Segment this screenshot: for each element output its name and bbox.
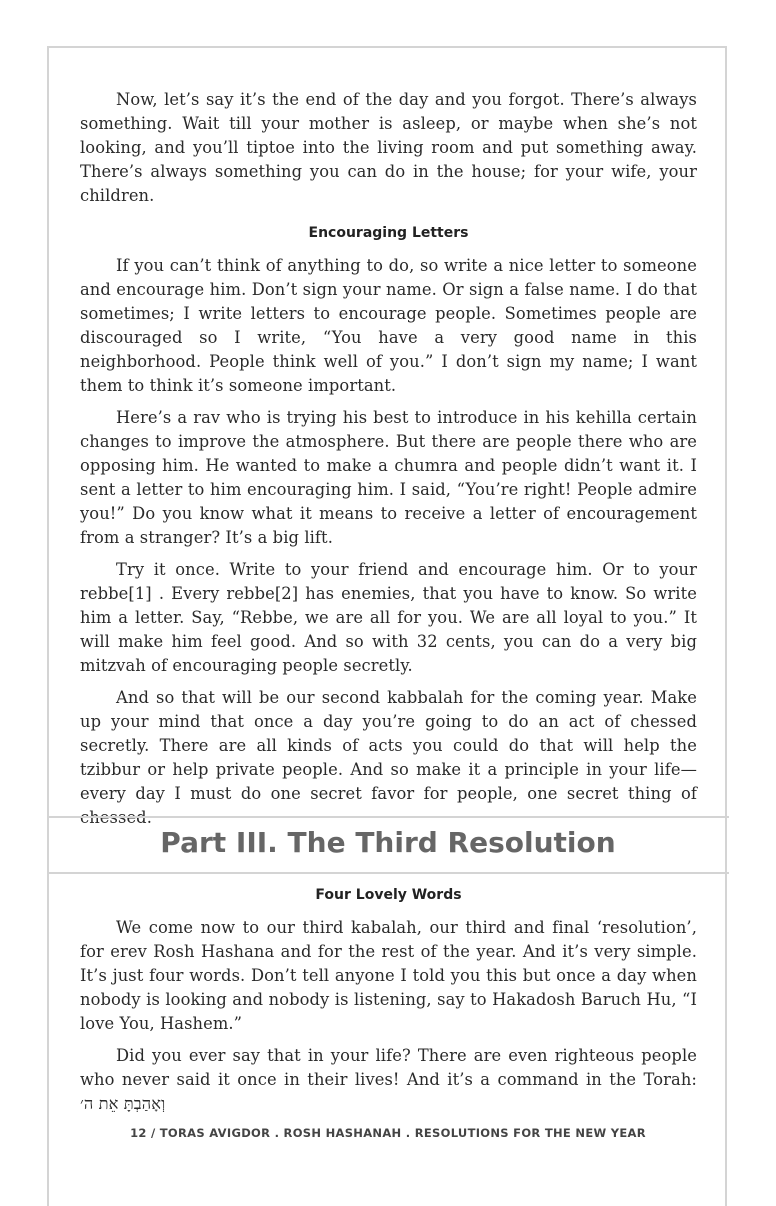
paragraph: Here’s a rav who is trying his best to introduce in his kehilla certain changes to improve the atmosphere. But there are people there who are opposing him. He wanted to make a chumra and people didn’t want it. I sent a letter to him encouraging him. I said, “You’re right! People admire you!” Do you know what it means to receive a letter of encouragement from a stranger? It’s a big lift.: [80, 408, 697, 547]
section-heading: Four Lovely Words: [315, 887, 462, 903]
paragraph-text: Did you ever say that in your life? There are even righteous people who never said it once in their lives! And it’s a command in the Torah:: [80, 1046, 697, 1089]
section-heading: Encouraging Letters: [308, 225, 469, 241]
paragraph: [80, 1044, 697, 1116]
paragraph: Now, let’s say it’s the end of the day and you forgot. There’s always something. Wait till your mother is asleep, or maybe when she’s not looking, and you’ll tiptoe into the living room and put something away. There’s always something you can do in the house; for your wife, your children.: [80, 90, 697, 205]
hebrew-quote: וְאָהַבְתָּ אֵת ה׳: [80, 1094, 166, 1113]
section-top: [80, 88, 697, 838]
paragraph: Try it once. Write to your friend and encourage him. Or to your rebbe[1] . Every rebbe[2] has enemies, that you have to know. So write him a letter. Say, “Rebbe, we are all for you. We are all loyal to you.” It will make him feel good. And so with 32 cents, you can do a very big mitzvah of encouraging people secretly.: [80, 560, 697, 675]
page-footer: 12 / TORAS AVIGDOR . ROSH HASHANAH . RESOLUTIONS FOR THE NEW YEAR: [130, 1126, 646, 1140]
section-bottom: [80, 884, 697, 1124]
paragraph: And so that will be our second kabbalah for the coming year. Make up your mind that once a day you’re going to do an act of chessed secretly. There are all kinds of acts you could do that will help the tzibbur or help private people. And so make it a principle in your life—every day I must do one secret favor for people, one secret thing of: [80, 688, 697, 803]
paragraph: We come now to our third kabalah, our third and final ‘resolution’, for erev Rosh Hashana and for the rest of the year. And it’s very simple. It’s just four words. Don’t tell anyone I told you this but once a day when nobody is looking and nobody is listening, say to Hakadosh Baruch Hu, “I love You, Hashem.”: [80, 918, 697, 1033]
part-title: Part III. The Third Resolution: [160, 826, 616, 859]
divider: [47, 872, 729, 874]
paragraph: If you can’t think of anything to do, so write a nice letter to someone and encourage him. Don’t sign your name. Or sign a false name. I do that sometimes; I write letters to encourage people. Sometimes people are discouraged so I write, “You have a very good name in this neighborhood. People think well of you.” I don’t sign my name; I want them to think it’s someone important.: [80, 256, 697, 395]
